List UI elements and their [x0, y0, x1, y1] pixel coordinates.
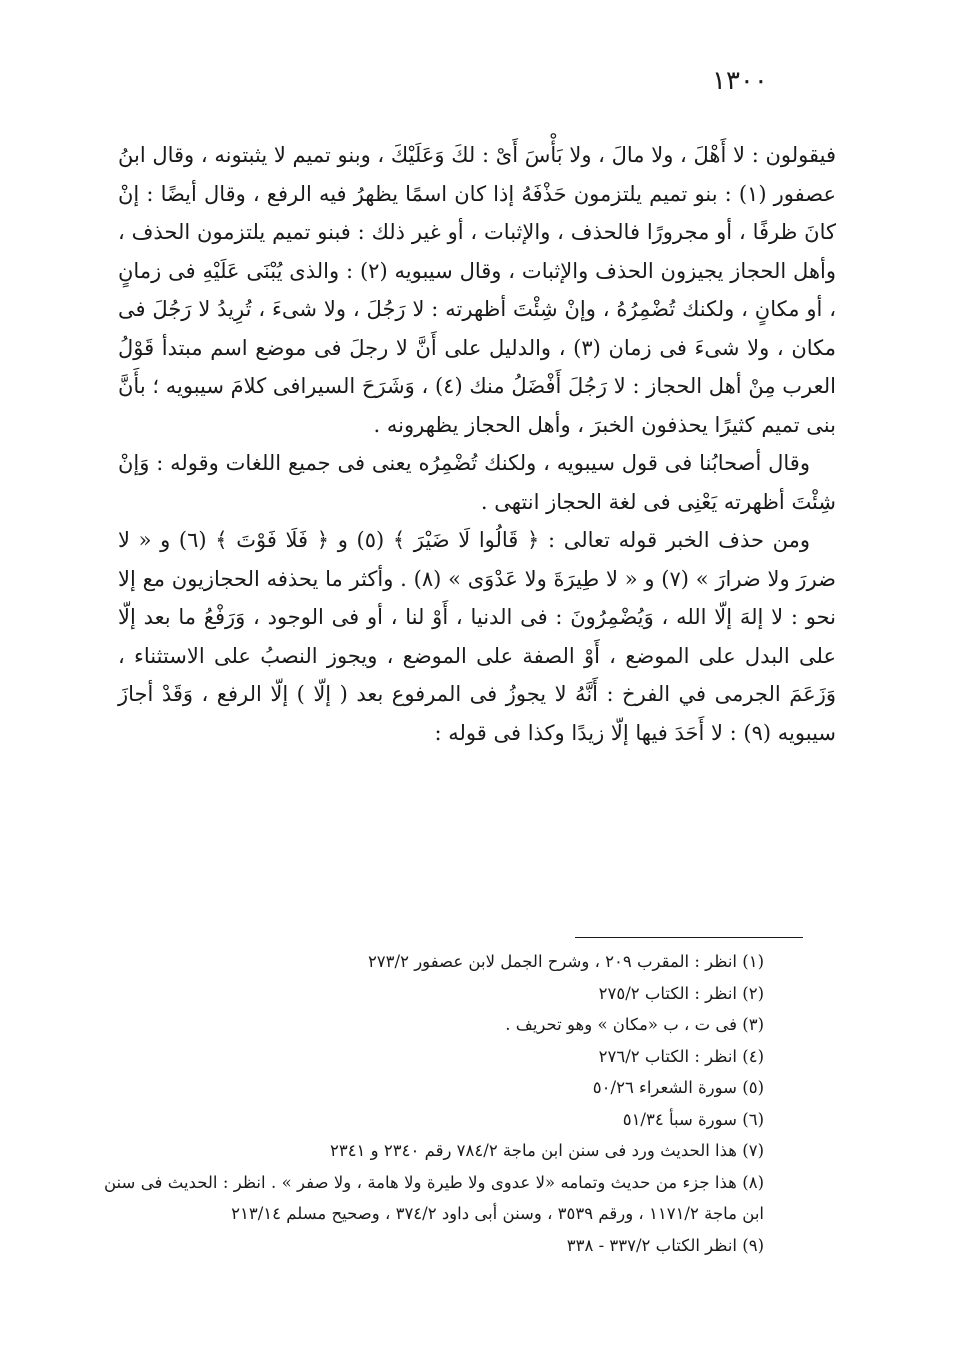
footnote: (٤) انظر : الكتاب ٢٧٦/٢: [598, 1046, 764, 1066]
footnote: (٢) انظر : الكتاب ٢٧٥/٢: [598, 983, 764, 1003]
footnote: (١) انظر : المقرب ٢٠٩ ، وشرح الجمل لابن عصفور ٢٧٣/٢: [367, 952, 764, 971]
footnote: (٥) سورة الشعراء ٥٠/٢٦: [592, 1078, 764, 1097]
paragraph: ومن حذف الخبر قوله تعالى : ﴿ قَالُوا لَا ضَيْرَ ﴾ (٥) و ﴿ فَلَا فَوْتَ ﴾ (٦) و « لا ضررَ ولا ضرارَ » (٧) و « لا طِيرَةَ ولا عَدْوَى » (٨) . وأكثر ما يحذفه الحجازيون مع إلا نحو : لا إلهَ إلّا الله ، وَيُضْمِرُونَ : فى الدنيا ، أَوْ لنا ، أو فى الوجود ، وَرَفْعُ ما بعد إلّا على البدل على الموضع ، أَوْ الصفة على الموضع ، ويجوز النصبُ على الاستثناء ، وَزَعَمَ الجرمى في الفرخ : أَنَّهُ لا يجوزُ فى المرفوع بعد ( إلّا ) إلّا الرفع ، وَقَدْ أجازَ سيبويه (٩) : لا أَحَدَ فيها إلّا زيدًا وكذا فى قوله :: [118, 528, 836, 745]
footnote: (٧) هذا الحديث ورد فى سنن ابن ماجة ٧٨٤/٢ رقم ٢٣٤٠ و ٢٣٤١: [329, 1141, 764, 1160]
footnote-divider: [575, 937, 803, 938]
footnote: (٦) سورة سبأ ٥١/٣٤: [622, 1109, 764, 1129]
footnote: (٩) انظر الكتاب ٣٣٧/٢ - ٣٣٨: [566, 1235, 764, 1255]
footnotes: [104, 946, 764, 1261]
paragraph: وقال أصحابُنا فى قول سيبويه ، ولكنك تُضْمِرُه يعنى فى جميع اللغات وقوله : وَإنْ شِئْتَ أظهرته يَعْنِى فى لغة الحجاز انتهى .: [118, 451, 836, 514]
footnote: (٨) هذا جزء من حديث وتمامه «لا عدوى ولا طيرة ولا هامة ، ولا صفر » . انظر : الحديث فى سنن ابن ماجة ١١٧١/٢ ، ورقم ٣٥٣٩ ، وسنن أبى داود ٣٧٤/٢ ، وصحيح مسلم ٢١٣/١٤: [104, 1172, 764, 1223]
footnote: (٣) فى ت ، ب «مكان » وهو تحريف .: [505, 1015, 764, 1034]
main-text: [118, 136, 836, 752]
page-number: ١٣٠٠: [712, 66, 768, 96]
paragraph: فيقولون : لا أَهْلَ ، ولا مالَ ، ولا بَأْسَ أَىْ : لكَ وَعَلَيْكَ ، وبنو تميم لا يثبتونه ، وقال ابنُ عصفور (١) : بنو تميم يلتزمون حَذْفَهُ إذا كان اسمًا يظهرُ فيه الرفع ، وقال أيضًا : إنْ كانَ ظرفًا ، أو مجرورًا فالحذف ، والإثبات ، أو غير ذلك : فبنو تميم يلتزمون الحذف ، وأهل الحجاز يجيزون الحذف والإثبات ، وقال سيبويه (٢) : والذى يُبْنَى عَلَيْهِ فى زمانٍ ، أو مكانٍ ، ولكنك تُضْمِرُهُ ، وإنْ شِئْتَ أظهرته : لا رَجُلَ ، ولا شىءَ ، تُرِيدُ لا رَجُلَ فى مكان ، ولا شىءَ فى زمان (٣) ، والدليل على أَنَّ لا رجلَ فى موضع اسم مبتدأ قَوْلُ العرب مِنْ أهل الحجاز : لا رَجُلَ أَفْضَلُ منك (٤) ، وَشَرَحَ السيرافى كلامَ سيبويه ؛ بأَنَّ بنى تميم كثيرًا يحذفون الخبرَ ، وأهل الحجاز يظهرونه .: [118, 143, 836, 437]
